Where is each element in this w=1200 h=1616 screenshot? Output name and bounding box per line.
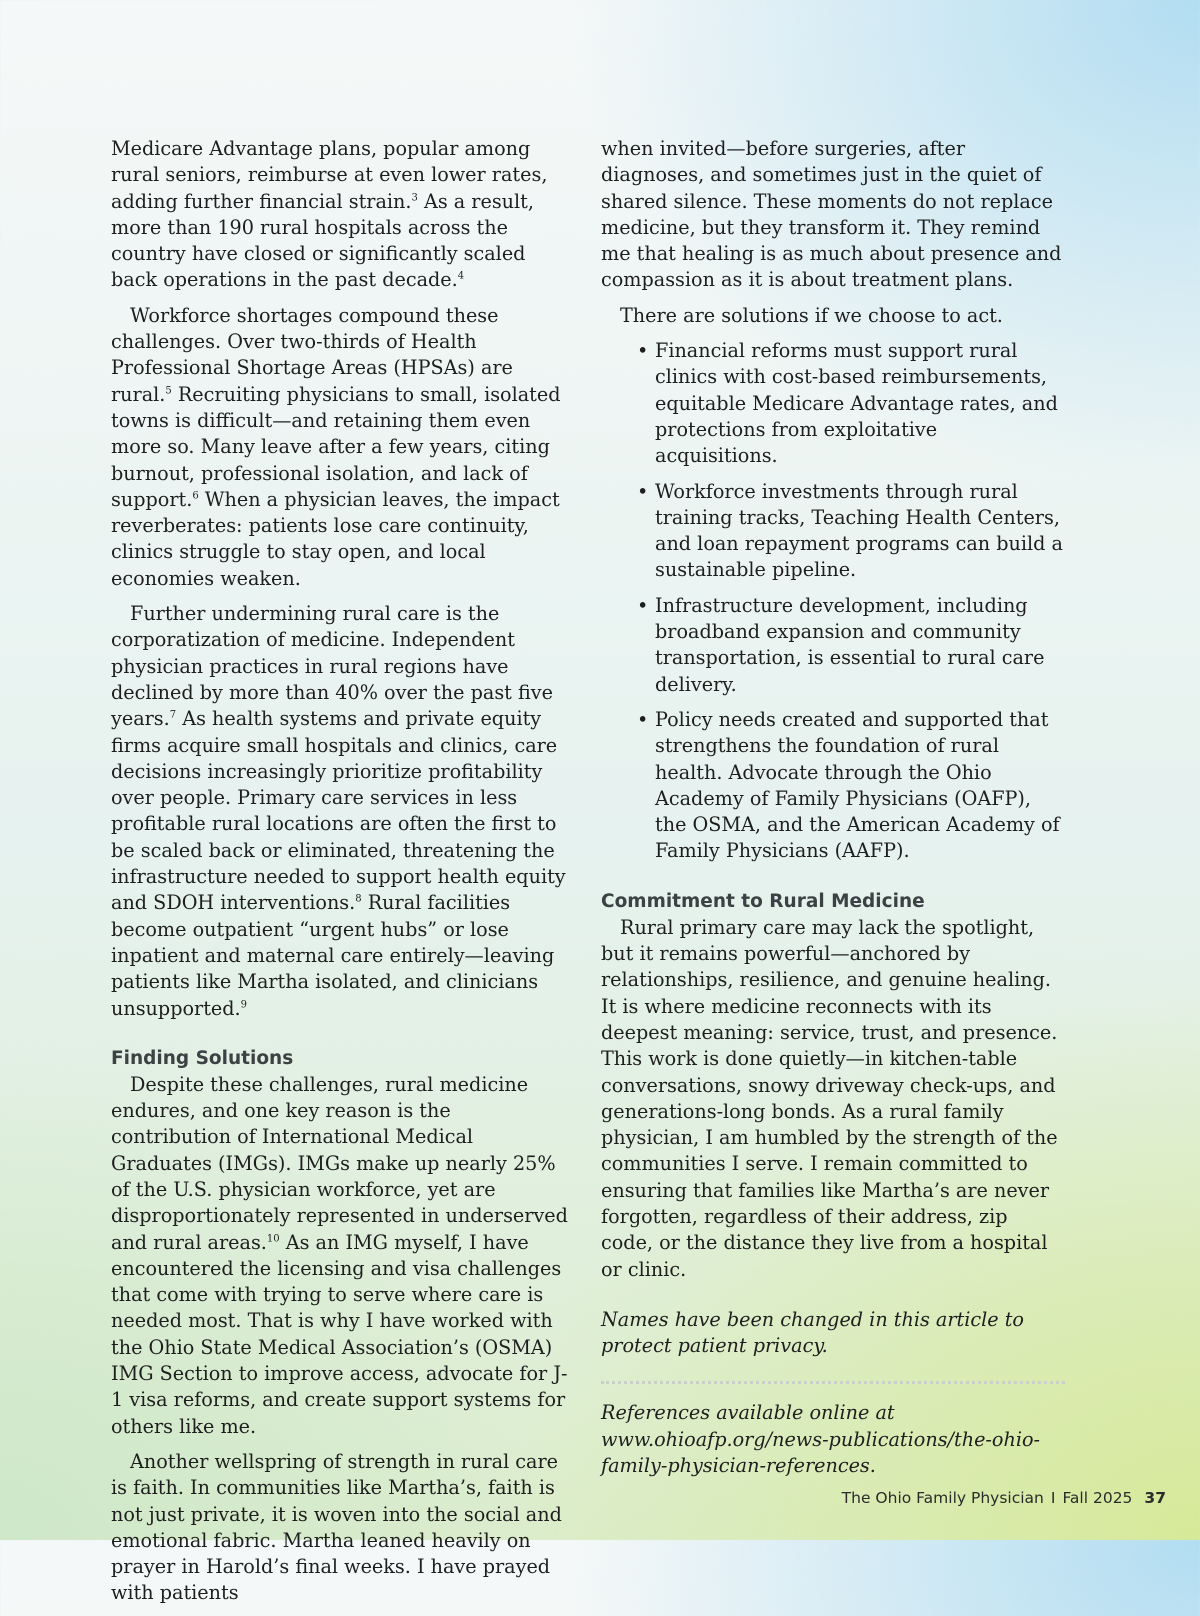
- paragraph-corporatization: Further undermining rural care is the corporatization of medicine. Independent physician practices in rural regions have declined by more than 40% over the past five years.$^7$ As health systems and private equity firms acquire small hospitals and clinics, care decisions increasingly prioritize profitability over people. Primary care services in less profitable rural locations are often the first to be scaled back or eliminated, threatening the infrastructure needed to support health equity and SDOH interventions.$^8$ Rural facilities become outpatient “urgent hubs” or lose inpatient and maternal care entirely—leaving patients like Martha isolated, and clinicians unsupported.$^9$: [111, 602, 566, 1020]
- solutions-list: [601, 338, 1065, 865]
- paragraph-commitment: Rural primary care may lack the spotlight, but it remains powerful—anchored by relationships, resilience, and genuine healing. It is where medicine reconnects with its deepest meaning: service, trust, and presence. This work is done quietly—in kitchen-table conversations, snowy driveway check-ups, and generations-long bonds. As a rural family physician, I am humbled by the strength of the communities I serve. I remain committed to ensuring that families like Martha’s are never forgotten, regardless of their address, zip code, or the distance they live from a hospital or clinic.: [601, 915, 1058, 1281]
- heading-finding-solutions: Finding Solutions: [111, 1047, 294, 1069]
- paragraph-workforce: Workforce shortages compound these challenges. Over two-thirds of Health Professional Shortage Areas (HPSAs) are rural.$^5$ Recruiting physicians to small, isolated towns is difficult—and retaining them even more so. Many leave after a few years, citing burnout, professional isolation, and lack of support.$^6$ When a physician leaves, the impact reverberates: patients lose care continuity, clinics struggle to stay open, and local economies weaken.: [111, 303, 561, 590]
- publication-name: The Ohio Family Physician: [841, 1489, 1044, 1507]
- right-column: [601, 136, 1065, 1488]
- list-item: • Workforce investments through rural training tracks, Teaching Health Centers, and loan repayment programs can build a sustainable pipeline.: [655, 479, 1065, 584]
- heading-commitment: Commitment to Rural Medicine: [601, 890, 925, 912]
- list-item: • Policy needs created and supported that strengthens the foundation of rural health. Advocate through the Ohio Academy of Family Physicians (OAFP), the OSMA, and the American Academy of Family Physicians (AAFP).: [655, 707, 1065, 865]
- privacy-note: Names have been changed in this article to protect patient privacy.: [601, 1307, 1024, 1358]
- page-footer: [842, 1489, 1166, 1507]
- left-column: [111, 136, 575, 1616]
- list-item: • Infrastructure development, including broadband expansion and community transportation, is essential to rural care delivery.: [655, 593, 1065, 698]
- page-number: 37: [1144, 1489, 1166, 1507]
- paragraph-imgs: Despite these challenges, rural medicine endures, and one key reason is the contribution of International Medical Graduates (IMGs). IMGs make up nearly 25% of the U.S. physician workforce, yet are disproportionately represented in underserved and rural areas.$^{10}$ As an IMG myself, I have encountered the licensing and visa challenges that come with trying to serve where care is needed most. That is why I have worked with the Ohio State Medical Association’s (OSMA) IMG Section to improve access, advocate for J-1 visa reforms, and create support systems for others like me.: [111, 1072, 568, 1438]
- paragraph-solutions-intro: There are solutions if we choose to act.: [620, 303, 1003, 327]
- paragraph-faith: Another wellspring of strength in rural care is faith. In communities like Martha’s, faith is not just private, it is woven into the social and emotional fabric. Martha leaned heavily on prayer in Harold’s final weeks. I have prayed with patients: [111, 1449, 562, 1605]
- paragraph-medicare: Medicare Advantage plans, popular among rural seniors, reimburse at even lower rates, adding further financial strain.$^3$ As a result, more than 190 rural hospitals across the country have closed or significantly scaled back operations in the past decade.$^4$: [111, 137, 548, 292]
- paragraph-continuation: when invited—before surgeries, after diagnoses, and sometimes just in the quiet of shared silence. These moments do not replace medicine, but they transform it. They remind me that healing is as much about presence and compassion as it is about treatment plans.: [601, 137, 1062, 292]
- list-item: • Financial reforms must support rural clinics with cost-based reimbursements, equitable Medicare Advantage rates, and protections from exploitative acquisitions.: [655, 338, 1065, 469]
- issue-label: Fall 2025: [1062, 1489, 1133, 1507]
- dotted-divider: [601, 1381, 1065, 1384]
- footer-separator: I: [1050, 1489, 1056, 1507]
- references-note: References available online at www.ohioafp.org/news-publications/the-ohio-family-physician-references.: [601, 1401, 1040, 1478]
